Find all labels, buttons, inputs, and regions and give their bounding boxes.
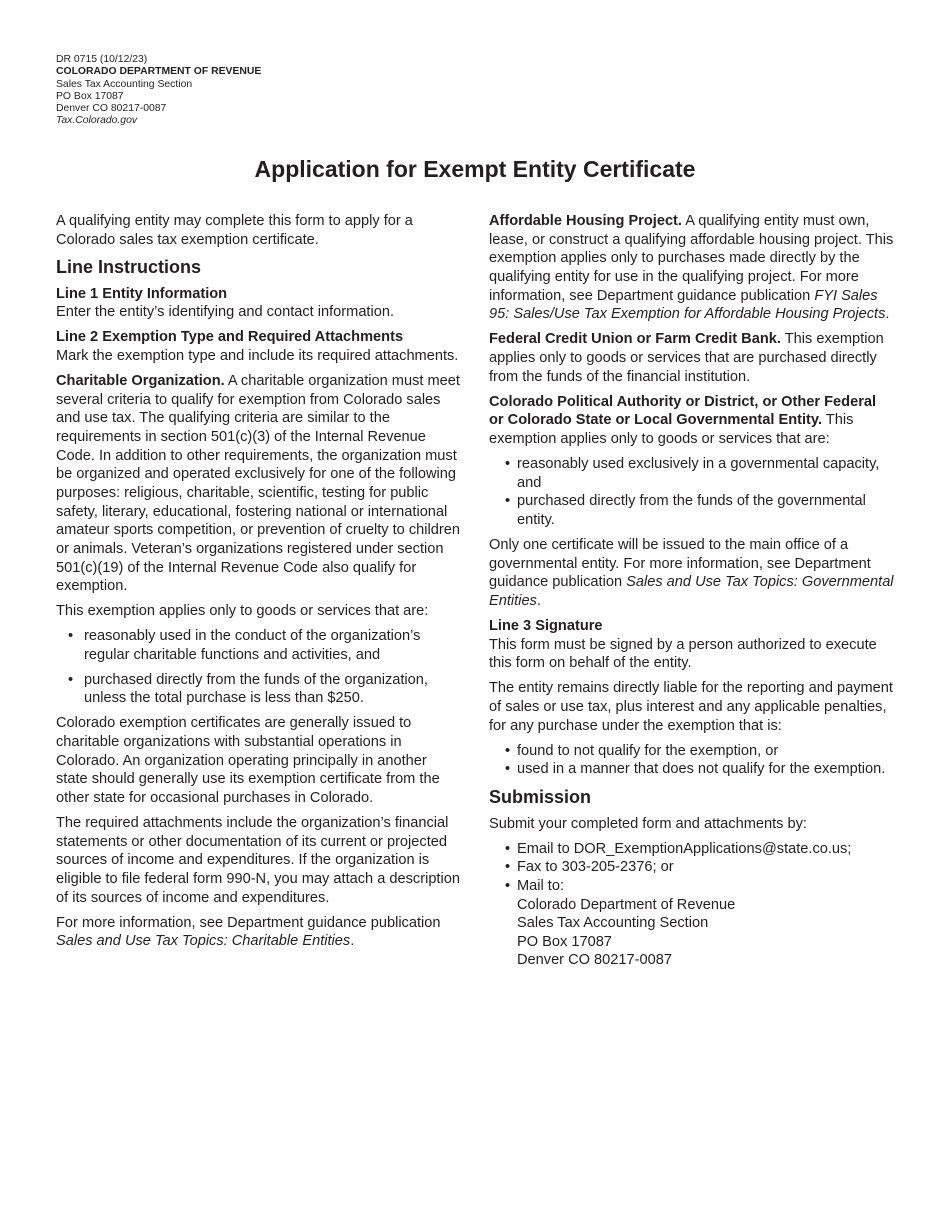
line-instructions-heading: Line Instructions (56, 256, 202, 277)
publication-title: FYI Sales 95: Sales/Use Tax Exemption for Affordable Housing Projects (489, 287, 886, 323)
submission-text: Submit your completed form and attachments by: (489, 815, 807, 832)
more-info-prefix: For more information, see Department guidance publication (56, 914, 441, 931)
line2-text: Mark the exemption type and include its required attachments. (56, 348, 459, 365)
one-cert-prefix: Only one certificate will be issued to the main office of a governmental entity. For more information, see Department guidance publication (489, 537, 871, 591)
list-item: • reasonably used exclusively in a governmental capacity, and (489, 455, 894, 492)
publication-title: Sales and Use Tax Topics: Charitable Entities (56, 933, 351, 950)
certificates-text: Colorado exemption certificates are generally issued to charitable organizations with substantial operations in Colorado. An organization operating principally in another state should generally use its exemption certificate from the other state for occasional purchases in Colorado. (56, 715, 440, 807)
left-column (56, 212, 461, 957)
mail-to-label: • Mail to: (517, 877, 565, 894)
publication-title: Sales and Use Tax Topics: Governmental Entities (489, 574, 894, 610)
mail-address-line: Denver CO 80217-0087 (517, 952, 672, 969)
credit-union-text: This exemption applies only to goods or services that are purchased directly from the funds of the financial institution. (489, 331, 884, 385)
department-name: COLORADO DEPARTMENT OF REVENUE (56, 66, 262, 78)
form-header (56, 54, 261, 128)
line2-block (56, 328, 461, 365)
line3-block (489, 617, 894, 673)
line3-text: This form must be signed by a person authorized to execute this form on behalf of the entity. (489, 636, 877, 672)
charitable-text: A charitable organization must meet several criteria to qualify for exemption from Colorado sales and use tax. The qualifying criteria are similar to the requirements in section 501(c)(3) of the Internal Revenue Code. In addition to other requirements, the organization must be organized and operated exclusively for one of the following purposes: religious, charitable, scientific, testing for public safety, literary, educational, fostering national or international amateur sports competition, or prevention of cruelty to children or animals. Veteran’s organizations registered under section 501(c)(19) of the Internal Revenue Code also qualify for exemption. (56, 373, 460, 595)
submission-bullets (489, 840, 894, 971)
po-box: PO Box 17087 (56, 90, 124, 102)
list-item: • found to not qualify for the exemption, or (489, 742, 894, 761)
list-item: • purchased directly from the funds of the governmental entity. (489, 492, 894, 529)
mail-to-item (489, 877, 894, 970)
charitable-paragraph (56, 372, 461, 596)
mail-address-line: Sales Tax Accounting Section (517, 915, 709, 932)
list-item: • Email to DOR_ExemptionApplications@state.co.us; (489, 840, 894, 859)
credit-union-lead: Federal Credit Union or Farm Credit Bank. (489, 331, 781, 348)
line1-heading: Line 1 Entity Information (56, 285, 228, 302)
housing-suffix: . (885, 306, 890, 323)
charitable-lead: Charitable Organization. (56, 373, 225, 390)
list-item: • reasonably used in the conduct of the organization’s regular charitable functions and activities, and (56, 627, 461, 664)
line2-heading: Line 2 Exemption Type and Required Attachments (56, 329, 404, 346)
governmental-paragraph (489, 393, 894, 449)
more-info-charitable (56, 914, 461, 951)
governmental-bullets (489, 455, 894, 530)
page-title: Application for Exempt Entity Certificate (254, 156, 696, 182)
website: Tax.Colorado.gov (56, 115, 138, 127)
governmental-text: This exemption applies only to goods or services that are: (489, 412, 854, 447)
housing-lead: Affordable Housing Project. (489, 213, 682, 229)
credit-union-paragraph (489, 330, 894, 386)
applies-text: This exemption applies only to goods or services that are: (56, 603, 429, 620)
line3-heading: Line 3 Signature (489, 618, 603, 635)
list-item: • Fax to 303-205-2376; or (489, 858, 894, 877)
one-cert-suffix: . (536, 593, 541, 610)
liable-text: The entity remains directly liable for the reporting and payment of sales or use tax, plus interest and any applicable penalties, for any purchase under the exemption that is: (489, 680, 893, 734)
list-item: • purchased directly from the funds of the organization, unless the total purchase is less than $250. (56, 671, 461, 708)
mail-address-line: PO Box 17087 (517, 933, 612, 950)
governmental-lead: Colorado Political Authority or District, or Other Federal or Colorado State or Local Governmental Entity. (489, 393, 877, 429)
one-certificate-paragraph (489, 536, 894, 611)
right-column (489, 212, 894, 977)
mail-address-line: Colorado Department of Revenue (517, 896, 736, 913)
list-item: • used in a manner that does not qualify for the exemption. (489, 760, 894, 779)
charitable-bullets (56, 627, 461, 708)
line1-block (56, 285, 461, 322)
submission-heading: Submission (489, 786, 592, 807)
department-section: Sales Tax Accounting Section (56, 78, 193, 90)
city-zip: Denver CO 80217-0087 (56, 103, 167, 115)
more-info-suffix: . (350, 933, 355, 950)
line1-text: Enter the entity’s identifying and contact information. (56, 304, 395, 321)
attachments-text: The required attachments include the organization’s financial statements or other documentation of its current or projected sources of income and expenditures. If the organization is eligible to file federal form 990-N, you may attach a description of its sources of income and expenditures. (56, 815, 460, 906)
form-code: DR 0715 (10/12/23) (56, 54, 148, 65)
housing-paragraph (489, 212, 894, 324)
intro-text: A qualifying entity may complete this form to apply for a Colorado sales tax exemption certificate. (56, 213, 413, 248)
liable-bullets (489, 742, 894, 779)
housing-text: A qualifying entity must own, lease, or construct a qualifying affordable housing project. This exemption applies only to purchases made directly by the qualifying entity for use in the qualifying project. For more information, see Department guidance publication (489, 213, 894, 304)
